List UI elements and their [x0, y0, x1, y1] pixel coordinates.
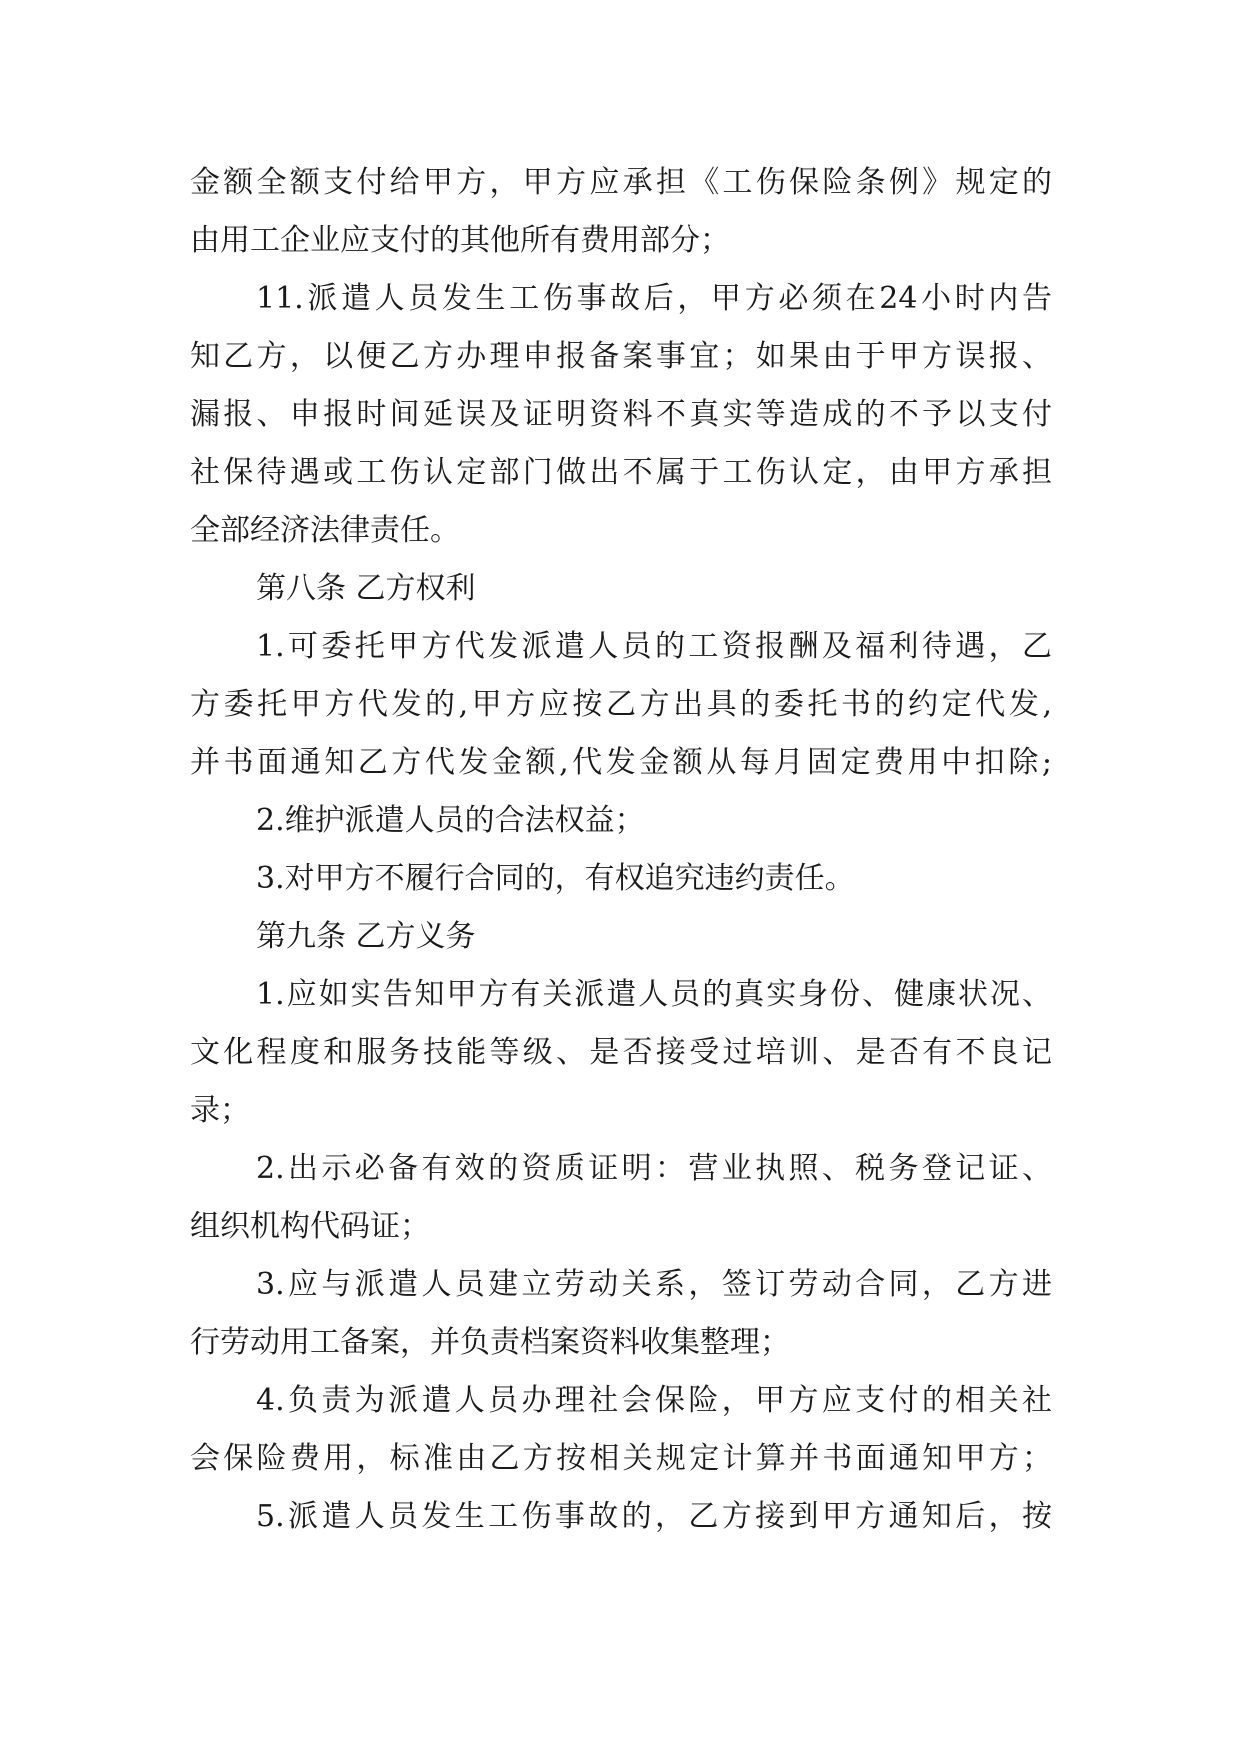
text-line: 1.可委托甲方代发派遣人员的工资报酬及福利待遇，乙: [256, 629, 1052, 664]
section-heading: 第九条 乙方义务: [256, 919, 476, 954]
text-line: 行劳动用工备案，并负责档案资料收集整理；: [190, 1325, 790, 1360]
text-line: 文化程度和服务技能等级、是否接受过培训、是否有不良记: [190, 1035, 1052, 1070]
text-line: 3.应与派遣人员建立劳动关系，签订劳动合同，乙方进: [256, 1267, 1052, 1302]
text-line: 录；: [190, 1093, 250, 1128]
text-line: 2.维护派遣人员的合法权益；: [256, 803, 645, 838]
text-line: 知乙方，以便乙方办理申报备案事宜；如果由于甲方误报、: [190, 339, 1052, 374]
text-line: 金额全额支付给甲方，甲方应承担《工伤保险条例》规定的: [190, 165, 1052, 200]
text-line: 并书面通知乙方代发金额,代发金额从每月固定费用中扣除;: [190, 745, 1052, 780]
text-line: 1.应如实告知甲方有关派遣人员的真实身份、健康状况、: [256, 977, 1052, 1012]
section-heading: 第八条 乙方权利: [256, 571, 476, 606]
text-line: 由用工企业应支付的其他所有费用部分；: [190, 223, 730, 258]
text-line: 5.派遣人员发生工伤事故的，乙方接到甲方通知后，按: [256, 1499, 1052, 1534]
text-line: 组织机构代码证；: [190, 1209, 430, 1244]
text-line: 2.出示必备有效的资质证明：营业执照、税务登记证、: [256, 1151, 1052, 1186]
text-line: 社保待遇或工伤认定部门做出不属于工伤认定，由甲方承担: [190, 455, 1052, 490]
text-line: 4.负责为派遣人员办理社会保险，甲方应支付的相关社: [256, 1383, 1052, 1418]
text-line: 方委托甲方代发的,甲方应按乙方出具的委托书的约定代发,: [190, 687, 1052, 722]
text-line: 漏报、申报时间延误及证明资料不真实等造成的不予以支付: [190, 397, 1052, 432]
text-line: 11.派遣人员发生工伤事故后，甲方必须在24小时内告: [256, 281, 1052, 316]
text-line: 3.对甲方不履行合同的，有权追究违约责任。: [256, 861, 855, 896]
text-line: 全部经济法律责任。: [190, 513, 460, 548]
text-line: 会保险费用，标准由乙方按相关规定计算并书面通知甲方；: [190, 1441, 1052, 1476]
